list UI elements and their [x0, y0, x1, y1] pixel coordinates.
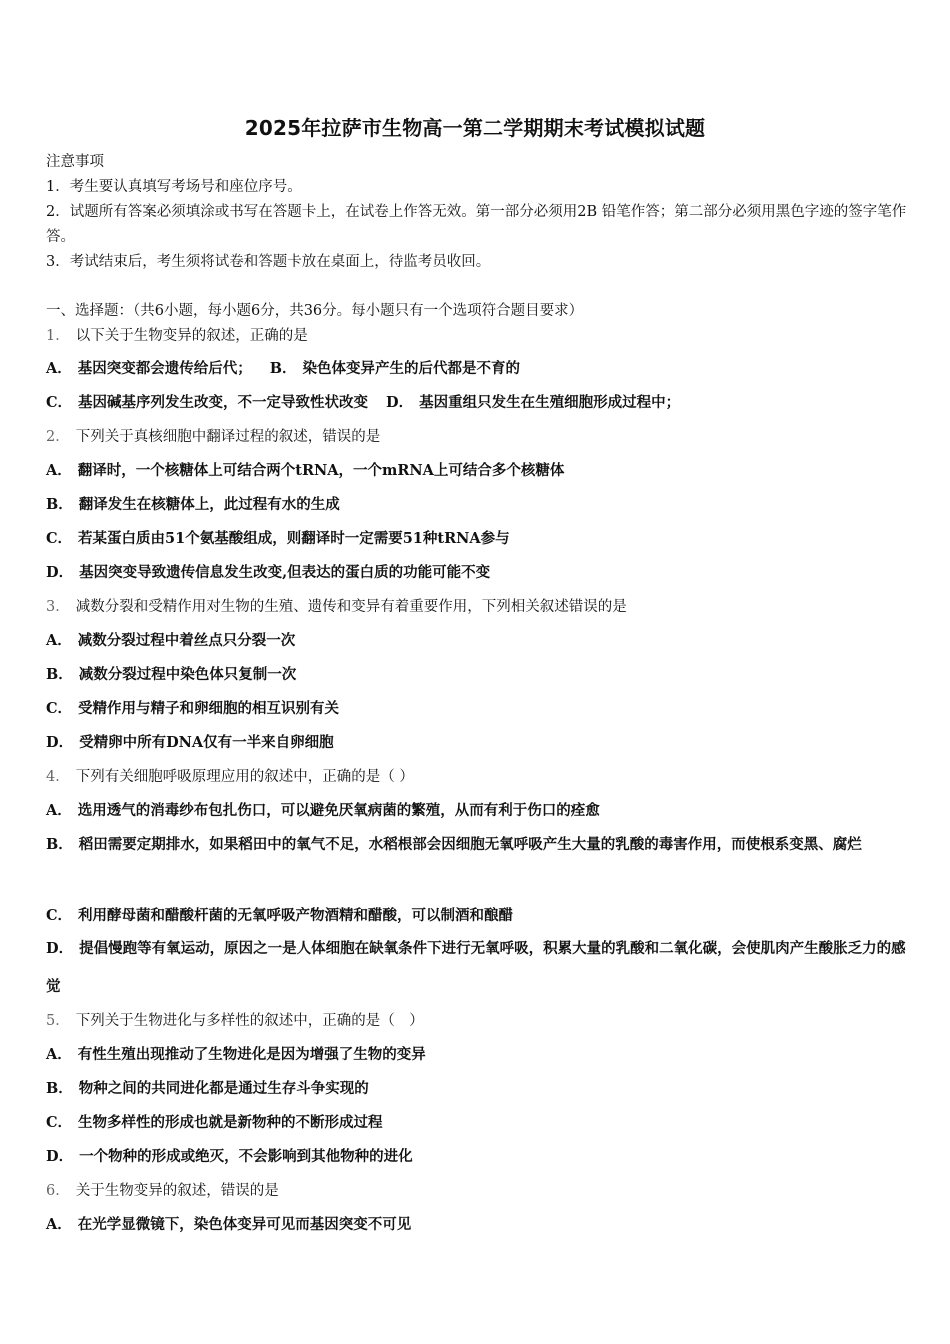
option-label: D．: [46, 940, 74, 957]
option-text: 物种之间的共同进化都是通过生存斗争实现的: [78, 1080, 369, 1097]
option-label: D．: [46, 734, 74, 751]
notice-item: 2．试题所有答案必须填涂或书写在答题卡上，在试卷上作答无效。第一部分必须用2B 铅笔作答；第二部分必须用黑色字迹的签字笔作答。: [46, 204, 907, 245]
option-row: [46, 732, 334, 754]
option-row: [46, 528, 510, 550]
question-stem: 下列关于生物进化与多样性的叙述中，正确的是（ ）: [75, 1013, 424, 1029]
option-row: [46, 1112, 383, 1134]
option-text: 染色体变异产生的后代都是不育的: [302, 360, 521, 377]
notice-item: 3．考试结束后，考生须将试卷和答题卡放在桌面上，待监考员收回。: [46, 254, 491, 270]
option-row: [46, 1044, 426, 1066]
option-row: [46, 392, 680, 414]
option-text: 生物多样性的形成也就是新物种的不断形成过程: [78, 1114, 383, 1131]
option-text: 受精作用与精子和卵细胞的相互识别有关: [78, 700, 340, 717]
option-label: C．: [46, 394, 73, 411]
option-label: A．: [46, 462, 72, 479]
option-label: C．: [46, 907, 73, 924]
option-label: C．: [46, 700, 73, 717]
option-text: 选用透气的消毒纱布包扎伤口，可以避免厌氧病菌的繁殖，从而有利于伤口的痊愈: [77, 802, 600, 819]
option-row: [46, 905, 513, 927]
option-label: C．: [46, 530, 73, 547]
question-stem: 减数分裂和受精作用对生物的生殖、遗传和变异有着重要作用，下列相关叙述错误的是: [75, 599, 627, 615]
option-label: B．: [46, 1080, 73, 1097]
option-label: B．: [269, 360, 297, 377]
question-number: 1．: [46, 328, 70, 344]
option-text: 利用酵母菌和醋酸杆菌的无氧呼吸产物酒精和醋酸，可以制酒和酿醋: [78, 907, 514, 924]
option-label: B．: [46, 496, 73, 513]
option-row: [46, 1078, 369, 1100]
option-row: [46, 1146, 413, 1168]
option-text: 基因重组只发生在生殖细胞形成过程中；: [419, 394, 681, 411]
option-row: [46, 494, 340, 516]
option-text: 若某蛋白质由51个氨基酸组成，则翻译时一定需要51种tRNA参与: [78, 530, 510, 547]
option-label: A．: [46, 802, 72, 819]
option-text: 有性生殖出现推动了生物进化是因为增强了生物的变异: [77, 1046, 426, 1063]
option-text: 翻译发生在核糖体上，此过程有水的生成: [78, 496, 340, 513]
option-label: A．: [46, 632, 72, 649]
option-text: 基因突变都会遗传给后代；: [77, 360, 252, 377]
option-label: D．: [386, 394, 414, 411]
question-stem: 关于生物变异的叙述，错误的是: [75, 1183, 279, 1199]
option-row: [46, 1214, 411, 1236]
notice-item: 1．考生要认真填写考场号和座位序号。: [46, 179, 302, 195]
question-4: [46, 766, 414, 788]
question-stem: 下列关于真核细胞中翻译过程的叙述，错误的是: [75, 429, 381, 445]
option-row: [46, 460, 564, 482]
question-number: 3．: [46, 599, 70, 615]
option-text: 稻田需要定期排水，如果稻田中的氧气不足，水稻根部会因细胞无氧呼吸产生大量的乳酸的毒害作用，而使根系变黑、腐烂: [78, 836, 862, 853]
question-number: 2．: [46, 429, 70, 445]
question-1: [46, 325, 308, 347]
option-row: [46, 930, 906, 1006]
option-row: [46, 358, 520, 380]
notice-block: [46, 150, 910, 275]
question-stem: 以下关于生物变异的叙述，正确的是: [75, 328, 308, 344]
question-2: [46, 426, 380, 448]
option-row: [46, 826, 906, 864]
option-text: 提倡慢跑等有氧运动，原因之一是人体细胞在缺氧条件下进行无氧呼吸，积累大量的乳酸和二氧化碳，会使肌肉产生酸胀乏力的感觉: [46, 940, 906, 995]
option-text: 基因碱基序列发生改变，不一定导致性状改变: [78, 394, 369, 411]
question-number: 4．: [46, 769, 70, 785]
option-text: 在光学显微镜下，染色体变异可见而基因突变不可见: [77, 1216, 412, 1233]
option-label: B．: [46, 836, 73, 853]
notice-heading: 注意事项: [46, 154, 104, 170]
question-stem: 下列有关细胞呼吸原理应用的叙述中，正确的是（ ）: [75, 769, 414, 785]
question-number: 6．: [46, 1183, 70, 1199]
option-label: A．: [46, 1216, 72, 1233]
section-heading: 一、选择题：（共6小题，每小题6分，共36分。每小题只有一个选项符合题目要求）: [46, 303, 584, 319]
option-row: [46, 630, 295, 652]
option-text: 基因突变导致遗传信息发生改变,但表达的蛋白质的功能可能不变: [79, 564, 491, 581]
option-label: B．: [46, 666, 73, 683]
question-number: 5．: [46, 1013, 70, 1029]
option-label: A．: [46, 360, 72, 377]
option-text: 减数分裂过程中染色体只复制一次: [78, 666, 297, 683]
option-label: D．: [46, 1148, 74, 1165]
option-text: 翻译时，一个核糖体上可结合两个tRNA，一个mRNA上可结合多个核糖体: [77, 462, 565, 479]
option-label: D．: [46, 564, 74, 581]
question-5: [46, 1010, 424, 1032]
question-6: [46, 1180, 279, 1202]
option-row: [46, 664, 296, 686]
option-text: 减数分裂过程中着丝点只分裂一次: [77, 632, 296, 649]
option-row: [46, 800, 600, 822]
option-row: [46, 698, 339, 720]
question-3: [46, 596, 627, 618]
option-row: [46, 562, 490, 584]
option-text: 一个物种的形成或绝灭，不会影响到其他物种的进化: [79, 1148, 413, 1165]
option-text: 受精卵中所有DNA仅有一半来自卵细胞: [79, 734, 334, 751]
option-label: C．: [46, 1114, 73, 1131]
exam-title: 2025年拉萨市生物高一第二学期期末考试模拟试题: [244, 116, 706, 140]
option-label: A．: [46, 1046, 72, 1063]
